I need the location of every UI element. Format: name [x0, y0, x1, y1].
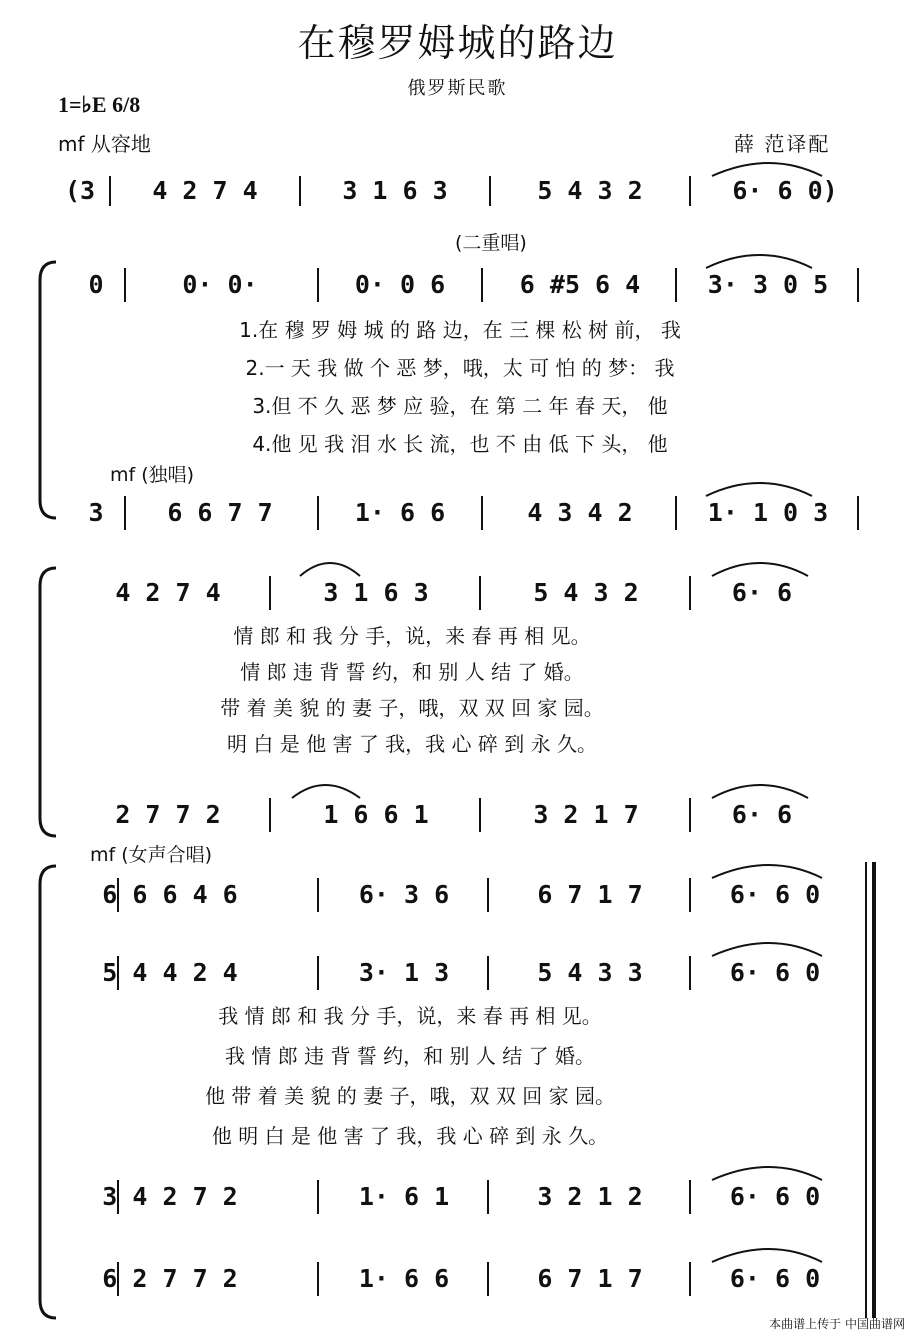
intro-measure-4: 6· 6 0) — [732, 176, 838, 205]
s1-lower-m0: 3 — [88, 498, 104, 527]
s3-r1-m3: 6· 6 0 — [729, 880, 821, 909]
system1-lower — [0, 498, 915, 548]
s1-lower-m1: 6 6 7 7 — [167, 498, 273, 527]
s2-lower-m3: 6· 6 — [731, 800, 793, 829]
s3-r1-m0: 6 6 6 4 6 — [102, 880, 238, 909]
system3-row4 — [0, 1264, 915, 1314]
system2-upper — [0, 578, 915, 628]
s3-r4-m2: 6 7 1 7 — [537, 1264, 643, 1293]
solo-marking: mf (独唱) — [110, 464, 195, 486]
intro-measure-3: 5 4 3 2 — [537, 176, 643, 205]
s3-r1-m2: 6 7 1 7 — [537, 880, 643, 909]
s1-lower-m2: 1· 6 6 — [354, 498, 446, 527]
s3-r2-m2: 5 4 3 3 — [537, 958, 643, 987]
s2-upper-m0: 4 2 7 4 — [115, 578, 221, 607]
arranger-credit: 薛 范译配 — [734, 132, 831, 156]
key-signature: 1=♭E 6/8 — [58, 92, 141, 117]
intro-row — [0, 176, 915, 226]
s3-r3-m1: 1· 6 1 — [358, 1182, 450, 1211]
s1-lower-m3: 4 3 4 2 — [527, 498, 633, 527]
s3-lyric-2: 我 情 郎 违 背 誓 约，和 别 人 结 了 婚。 — [225, 1044, 595, 1068]
tempo-marking: mf 从容地 — [58, 132, 151, 156]
s1-upper-m0: 0 — [88, 270, 104, 299]
system3-row1 — [0, 880, 915, 930]
subtitle: 俄罗斯民歌 — [407, 78, 508, 99]
s3-r4-m3: 6· 6 0 — [729, 1264, 821, 1293]
s1-lyric-1: 1.在 穆 罗 姆 城 的 路 边，在 三 棵 松 树 前， 我 — [239, 318, 681, 342]
intro-measure-1: 4 2 7 4 — [152, 176, 258, 205]
s1-upper-m4: 3· 3 0 5 — [707, 270, 829, 299]
s2-lower-m1: 1 6 6 1 — [323, 800, 429, 829]
s2-upper-m2: 5 4 3 2 — [533, 578, 639, 607]
s1-lyric-3: 3.但 不 久 恶 梦 应 验，在 第 二 年 春 天， 他 — [252, 394, 668, 418]
chorus-marking: mf (女声合唱) — [90, 844, 213, 866]
s3-r3-m3: 6· 6 0 — [729, 1182, 821, 1211]
s2-upper-m3: 6· 6 — [731, 578, 793, 607]
page-title: 在穆罗姆城的路边 — [297, 21, 618, 65]
s1-lyric-4: 4.他 见 我 泪 水 长 流，也 不 由 低 下 头， 他 — [252, 432, 668, 456]
s3-lyric-3: 他 带 着 美 貌 的 妻 子，哦，双 双 回 家 园。 — [205, 1084, 615, 1108]
s3-r3-m0: 3 4 2 7 2 — [102, 1182, 238, 1211]
s1-lower-m4: 1· 1 0 3 — [707, 498, 829, 527]
s3-r4-m1: 1· 6 6 — [358, 1264, 450, 1293]
s3-r3-m2: 3 2 1 2 — [537, 1182, 643, 1211]
site-credit: 本曲谱上传于 中国曲谱网 — [769, 1317, 905, 1331]
s2-lyric-2: 情 郎 违 背 誓 约，和 别 人 结 了 婚。 — [240, 660, 584, 684]
system1-upper — [0, 270, 915, 320]
s1-upper-m3: 6 #5 6 4 — [519, 270, 641, 299]
s3-r1-m1: 6· 3 6 — [358, 880, 450, 909]
s2-lower-m2: 3 2 1 7 — [533, 800, 639, 829]
s3-r4-m0: 6 2 7 7 2 — [102, 1264, 238, 1293]
s3-r2-m3: 6· 6 0 — [729, 958, 821, 987]
s1-upper-m1: 0· 0· — [182, 270, 258, 299]
duet-marking: (二重唱) — [455, 232, 527, 254]
intro-measure-0: (3 — [64, 176, 96, 205]
s2-lyric-3: 带 着 美 貌 的 妻 子，哦，双 双 回 家 园。 — [220, 696, 604, 720]
s1-lyric-2: 2.一 天 我 做 个 恶 梦，哦，太 可 怕 的 梦： 我 — [245, 356, 675, 380]
intro-measure-2: 3 1 6 3 — [342, 176, 448, 205]
s3-r2-m0: 5 4 4 2 4 — [102, 958, 238, 987]
system3-row2 — [0, 958, 915, 1008]
s2-upper-m1: 3 1 6 3 — [323, 578, 429, 607]
s2-lyric-1: 情 郎 和 我 分 手，说，来 春 再 相 见。 — [233, 624, 591, 648]
s3-lyric-1: 我 情 郎 和 我 分 手，说，来 春 再 相 见。 — [218, 1004, 602, 1028]
s2-lyric-4: 明 白 是 他 害 了 我，我 心 碎 到 永 久。 — [227, 732, 597, 756]
s3-lyric-4: 他 明 白 是 他 害 了 我，我 心 碎 到 永 久。 — [211, 1124, 609, 1148]
system3-row3 — [0, 1182, 915, 1232]
s2-lower-m0: 2 7 7 2 — [115, 800, 221, 829]
s1-upper-m2: 0· 0 6 — [354, 270, 446, 299]
s3-r2-m1: 3· 1 3 — [358, 958, 450, 987]
